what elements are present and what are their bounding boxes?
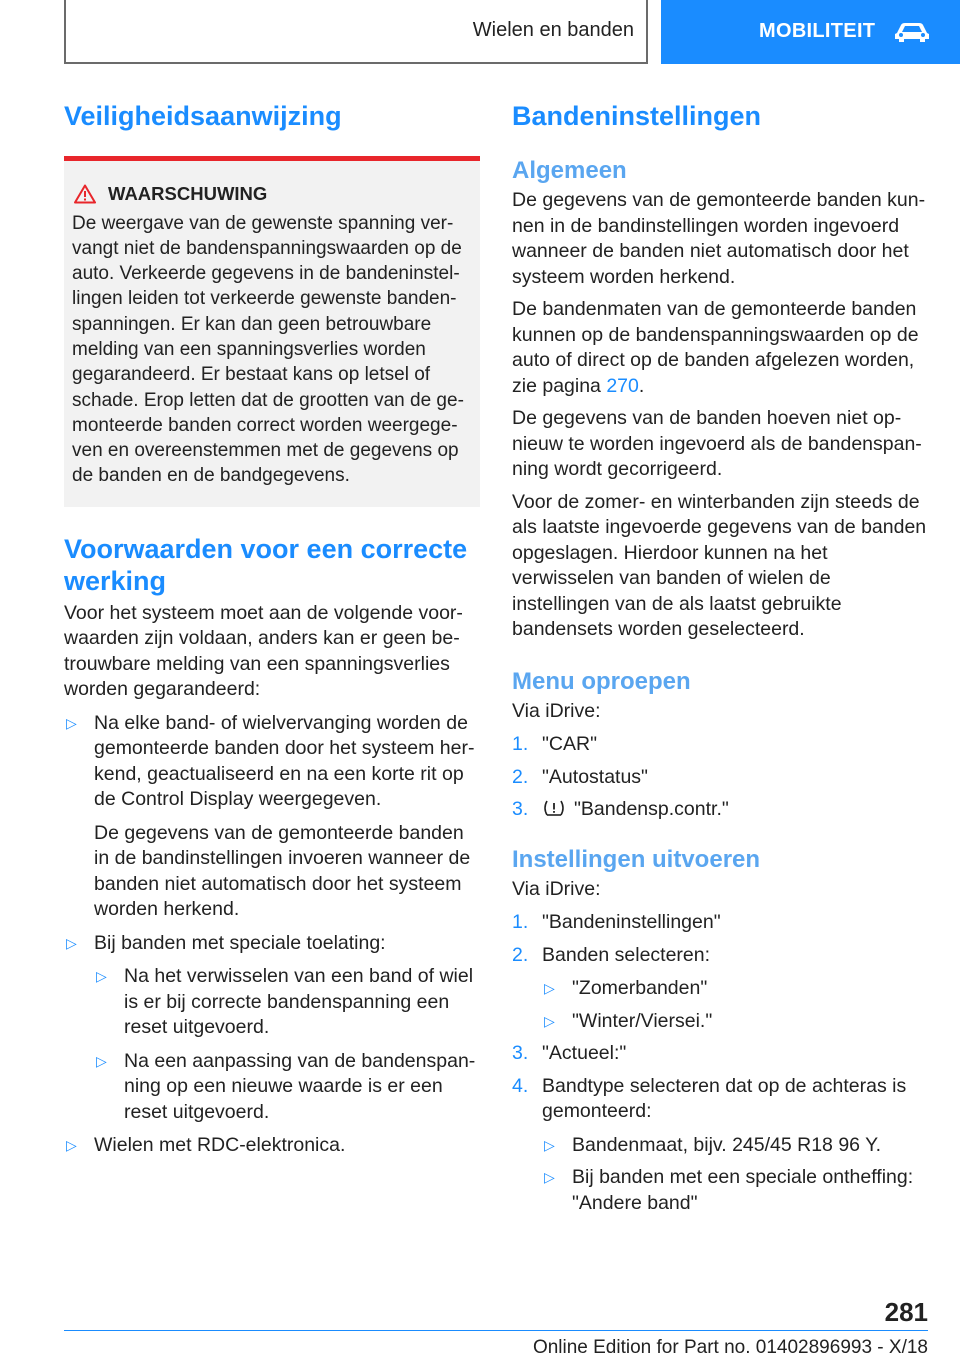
warning-triangle-icon bbox=[74, 184, 96, 204]
step-text: "Bandensp.contr." bbox=[574, 798, 729, 820]
menu-steps bbox=[512, 732, 928, 823]
list-item bbox=[512, 910, 928, 936]
bullet-text: Bij banden met een speciale ontheffing: "Andere band" bbox=[572, 1166, 914, 1214]
list-item bbox=[94, 1049, 480, 1126]
step-text: Banden selecteren: bbox=[542, 943, 711, 966]
settings-heading: Instellingen uitvoeren bbox=[512, 845, 761, 873]
section-tab bbox=[661, 0, 960, 64]
triangle-bullet-icon: ▷ bbox=[544, 1169, 555, 1185]
general-paragraph: De gegevens van de banden hoeven niet opnieuw te worden ingevoerd als de bandenspanning wordt gecorrigeerd. bbox=[512, 407, 922, 480]
step-text: "Autostatus" bbox=[542, 765, 648, 788]
bullet-text: Bij banden met speciale toelating: bbox=[94, 931, 386, 954]
step-text: "CAR" bbox=[542, 733, 598, 755]
left-column bbox=[64, 100, 480, 1167]
settings-steps bbox=[512, 910, 928, 1216]
bullet-text: De gegevens van de gemonteerde banden in de bandinstellingen invoeren wanneer de banden niet automatisch door het systeem worden herkend. bbox=[94, 821, 471, 921]
step-number: 4. bbox=[512, 1074, 529, 1097]
settings-via: Via iDrive: bbox=[512, 877, 601, 900]
page-number: 281 bbox=[884, 1297, 928, 1327]
step-text: Bandtype selecteren dat op de achteras is gemonteerd: bbox=[542, 1074, 907, 1122]
list-item bbox=[512, 732, 928, 758]
sub-list bbox=[542, 976, 928, 1034]
list-item bbox=[64, 931, 480, 1126]
sub-list bbox=[94, 964, 480, 1125]
step-text: "Bandeninstellingen" bbox=[542, 911, 721, 933]
page-link[interactable]: 270 bbox=[606, 374, 639, 397]
general-heading: Algemeen bbox=[512, 157, 627, 184]
step-number: 2. bbox=[512, 765, 529, 788]
list-item bbox=[512, 943, 928, 1035]
warning-label: WAARSCHUWING bbox=[108, 183, 268, 204]
menu-heading: Menu oproepen bbox=[512, 667, 691, 695]
list-item bbox=[542, 976, 928, 1002]
tire-pressure-icon bbox=[542, 798, 566, 818]
bullet-text: Bandenmaat, bijv. 245/45 R18 96 Y. bbox=[572, 1133, 881, 1156]
section-title: MOBILITEIT bbox=[759, 20, 876, 43]
text: De bandenmaten van de gemonteerde banden kunnen op de bandenspanningswaarden op de auto of direct op de banden afgelezen worden, zie pagina bbox=[512, 298, 919, 397]
general-paragraph bbox=[512, 297, 928, 399]
footer-divider bbox=[64, 1330, 928, 1331]
step-number: 1. bbox=[512, 911, 529, 933]
list-item bbox=[94, 964, 480, 1041]
list-item bbox=[542, 1009, 928, 1035]
bullet-text: "Winter/Viersei." bbox=[572, 1009, 713, 1032]
step-number: 3. bbox=[512, 798, 529, 820]
list-item bbox=[512, 797, 928, 823]
bullet-text: "Zomerbanden" bbox=[572, 977, 708, 999]
triangle-bullet-icon: ▷ bbox=[66, 1137, 77, 1154]
step-number: 3. bbox=[512, 1042, 529, 1064]
list-item bbox=[542, 1165, 928, 1216]
chapter-title: Wielen en banden bbox=[472, 19, 634, 42]
menu-via: Via iDrive: bbox=[512, 699, 601, 722]
triangle-bullet-icon: ▷ bbox=[544, 1136, 555, 1153]
right-column bbox=[512, 100, 928, 1223]
conditions-heading: Voorwaarden voor een correcte werking bbox=[64, 533, 468, 596]
bullet-text: Na het verwisselen van een band of wiel is er bij correcte bandenspanning een reset uitgevoerd. bbox=[124, 965, 474, 1039]
bullet-text: Wielen met RDC-elektronica. bbox=[94, 1134, 346, 1157]
triangle-bullet-icon: ▷ bbox=[544, 980, 555, 996]
chapter-tab bbox=[64, 0, 648, 64]
general-paragraph: De gegevens van de gemonteerde banden kunnen in de bandinstellingen worden ingevoerd wanneer de banden niet automatisch door het systeem worden herkend. bbox=[512, 189, 926, 288]
list-item bbox=[512, 1041, 928, 1067]
text: . bbox=[638, 374, 645, 397]
warning-header bbox=[72, 181, 472, 207]
bullet-text: Na elke band- of wielvervanging worden de gemonteerde banden door het systeem herkend, geactualiseerd en na een korte rit op de Control Display weergegeven. bbox=[94, 711, 475, 811]
conditions-intro: Voor het systeem moet aan de volgende voorwaarden zijn voldaan, anders kan er geen betrouwbare melding van een spanningsverlies worden gegarandeerd: bbox=[64, 601, 463, 701]
list-item bbox=[512, 765, 928, 791]
general-paragraph: Voor de zomer- en winterbanden zijn steeds de als laatste ingevoerde gegevens van de banden opgeslagen. Hierdoor kunnen na het verwisselen van banden of wielen de instellingen van de als laatst gebruikte bandensets worden geselecteerd. bbox=[512, 490, 927, 640]
step-number: 2. bbox=[512, 943, 529, 966]
step-text: "Actueel:" bbox=[542, 1042, 627, 1064]
warning-box bbox=[64, 156, 480, 507]
triangle-bullet-icon: ▷ bbox=[96, 968, 107, 985]
warning-text: De weergave van de gewenste spanning vervangt niet de bandenspanningswaarden op de auto. Verkeerde gegevens in de bandeninstellingen leiden tot verkeerde gewenste bandenspanningen. Er kan dan geen betrouwbare melding van een spanningsverlies worden gegarandeerd. Er bestaat kans op letsel of schade. Erop letten dat de grootten van de gemonteerde banden correct worden weergegeven en overeenstemmen met de gegevens op de banden en de bandgegevens. bbox=[72, 212, 464, 487]
list-item bbox=[512, 1074, 928, 1217]
triangle-bullet-icon: ▷ bbox=[66, 934, 77, 951]
tire-settings-heading: Bandeninstellingen bbox=[512, 101, 762, 131]
triangle-bullet-icon: ▷ bbox=[544, 1012, 555, 1029]
list-item bbox=[64, 711, 480, 923]
step-number: 1. bbox=[512, 733, 529, 755]
triangle-bullet-icon: ▷ bbox=[66, 714, 77, 731]
conditions-list bbox=[64, 711, 480, 1159]
car-icon bbox=[893, 21, 931, 43]
triangle-bullet-icon: ▷ bbox=[96, 1052, 107, 1069]
edition-footer: Online Edition for Part no. 01402896993 - X/18 bbox=[532, 1337, 928, 1358]
list-item bbox=[542, 1133, 928, 1159]
bullet-text: Na een aanpassing van de bandenspanning op een nieuwe waarde is er een reset uitgevoerd. bbox=[124, 1049, 476, 1123]
list-item bbox=[64, 1133, 480, 1159]
safety-heading: Veiligheidsaanwijzing bbox=[64, 101, 342, 131]
sub-list bbox=[542, 1133, 928, 1217]
